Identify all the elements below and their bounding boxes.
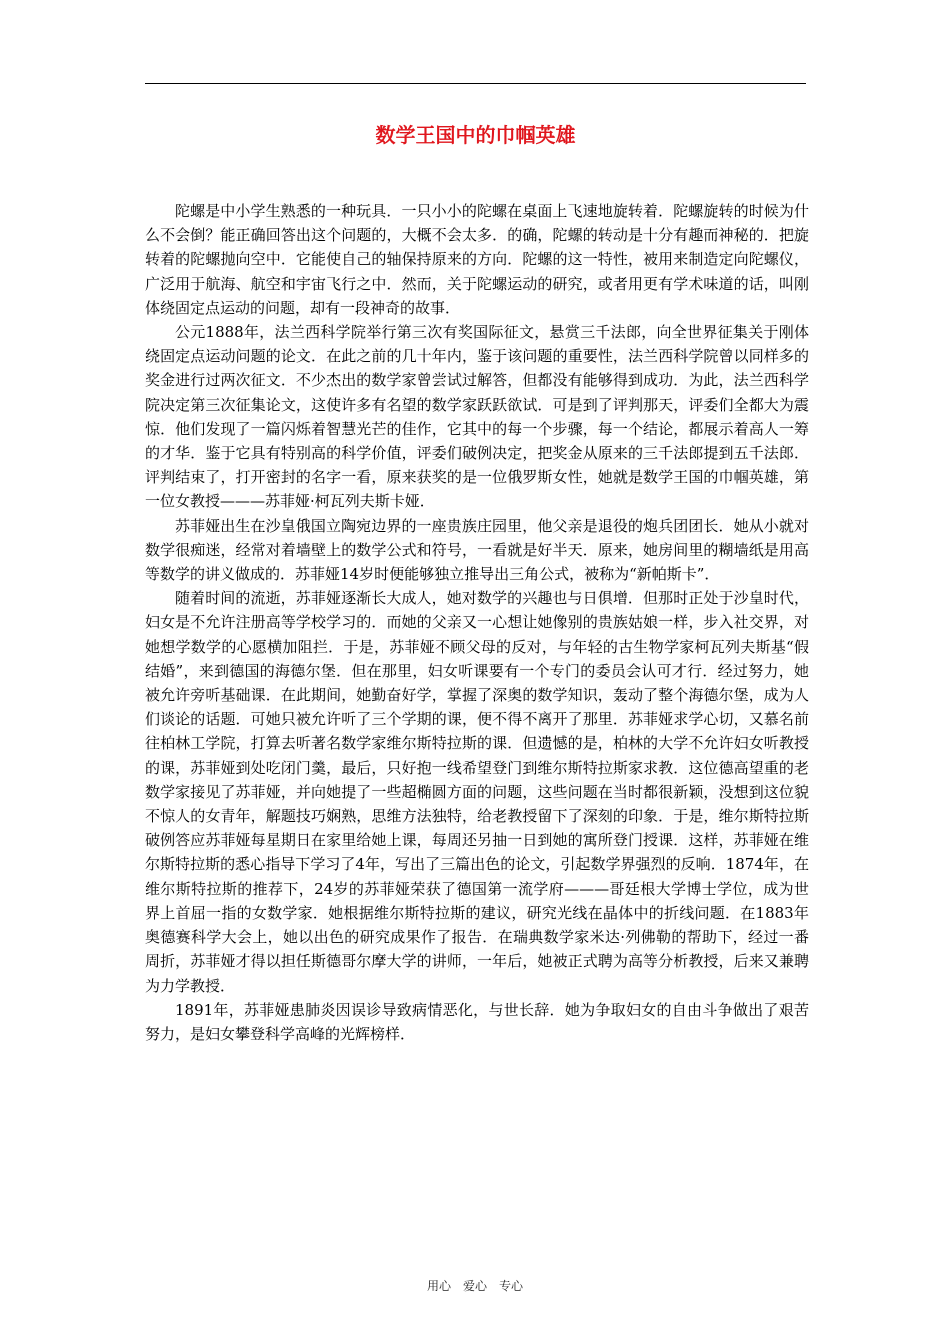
header-rule [145, 83, 806, 84]
document-title: 数学王国中的巾帼英雄 [375, 123, 576, 147]
paragraph-4: 随着时间的流逝，苏菲娅逐渐长大成人，她对数学的兴趣也与日俱增．但那时正处于沙皇时代，妇女是不允许注册高等学校学习的．而她的父亲又一心想让她像别的贵族姑娘一样，步入社交界，对她想学数学的心愿横加阻拦．于是，苏菲娅不顾父母的反对，与年轻的古生物学家柯瓦列夫斯基“假结婚”，来到德国的海德尔堡．但在那里，妇女听课要有一个专门的委员会认可才行．经过努力，她被允许旁听基础课．在此期间，她勤奋好学，掌握了深奥的数学知识，轰动了整个海德尔堡，成为人们谈论的话题．可她只被允许听了三个学期的课，便不得不离开了那里．苏菲娅求学心切，又慕名前往柏林工学院，打算去听著名数学家维尔斯特拉斯的课．但遗憾的是，柏林的大学不允许妇女听教授的课，苏菲娅到处吃闭门羹，最后，只好抱一线希望登门到维尔斯特拉斯家求教．这位德高望重的老数学家接见了苏菲娅，并向她提了一些超椭圆方面的问题，这些问题在当时都很新颖，没想到这位貌不惊人的女青年，解题技巧娴熟，思维方法独特，给老教授留下了深刻的印象．于是，维尔斯特拉斯破例答应苏菲娅每星期日在家里给她上课，每周还另抽一日到她的寓所登门授课．这样，苏菲娅在维尔斯特拉斯的悉心指导下学习了4年，写出了三篇出色的论文，引起数学界强烈的反响．1874年，在维尔斯特拉斯的推荐下，24岁的苏菲娅荣获了德国第一流学府———哥廷根大学博士学位，成为世界上首屈一指的女数学家．她根据维尔斯特拉斯的建议，研究光线在晶体中的折线问题．在1883年奥德赛科学大会上，她以出色的研究成果作了报告．在瑞典数学家米达·列佛勒的帮助下，经过一番周折，苏菲娅才得以担任斯德哥尔摩大学的讲师，一年后，她被正式聘为高等分析教授，后来又兼聘为力学教授． [145, 589, 809, 995]
document-body [145, 199, 809, 1046]
paragraph-1: 陀螺是中小学生熟悉的一种玩具．一只小小的陀螺在桌面上飞速地旋转着．陀螺旋转的时候为什么不会倒？能正确回答出这个问题的，大概不会太多．的确，陀螺的转动是十分有趣而神秘的．把旋转着的陀螺抛向空中．它能使自己的轴保持原来的方向．陀螺的这一特性，被用来制造定向陀螺仪，广泛用于航海、航空和宇宙飞行之中．然而，关于陀螺运动的研究，或者用更有学术味道的话，叫刚体绕固定点运动的问题，却有一段神奇的故事． [145, 202, 809, 317]
paragraph-3: 苏菲娅出生在沙皇俄国立陶宛边界的一座贵族庄园里，他父亲是退役的炮兵团团长．她从小就对数学很痴迷，经常对着墙壁上的数学公式和符号，一看就是好半天．原来，她房间里的糊墙纸是用高等数学的讲义做成的．苏菲娅14岁时便能够独立推导出三角公式，被称为“新帕斯卡”． [145, 516, 809, 584]
paragraph-2: 公元1888年，法兰西科学院举行第三次有奖国际征文，悬赏三千法郎，向全世界征集关于刚体绕固定点运动问题的论文．在此之前的几十年内，鉴于该问题的重要性，法兰西科学院曾以同样多的奖金进行过两次征文．不少杰出的数学家曾尝试过解答，但都没有能够得到成功．为此，法兰西科学院决定第三次征集论文，这使许多有名望的数学家跃跃欲试．可是到了评判那天，评委们全都大为震惊．他们发现了一篇闪烁着智慧光芒的佳作，它其中的每一个步骤，每一个结论，都展示着高人一筹的才华．鉴于它具有特别高的科学价值，评委们破例决定，把奖金从原来的三千法郎提到五千法郎．评判结束了，打开密封的名字一看，原来获奖的是一位俄罗斯女性，她就是数学王国的巾帼英雄，第一位女教授———苏菲娅·柯瓦列夫斯卡娅． [145, 323, 809, 511]
page-footer: 用心 爱心 专心 [426, 1279, 523, 1293]
paragraph-5: 1891年，苏菲娅患肺炎因误诊导致病情恶化，与世长辞．她为争取妇女的自由斗争做出了艰苦努力，是妇女攀登科学高峰的光辉榜样． [145, 1000, 809, 1043]
